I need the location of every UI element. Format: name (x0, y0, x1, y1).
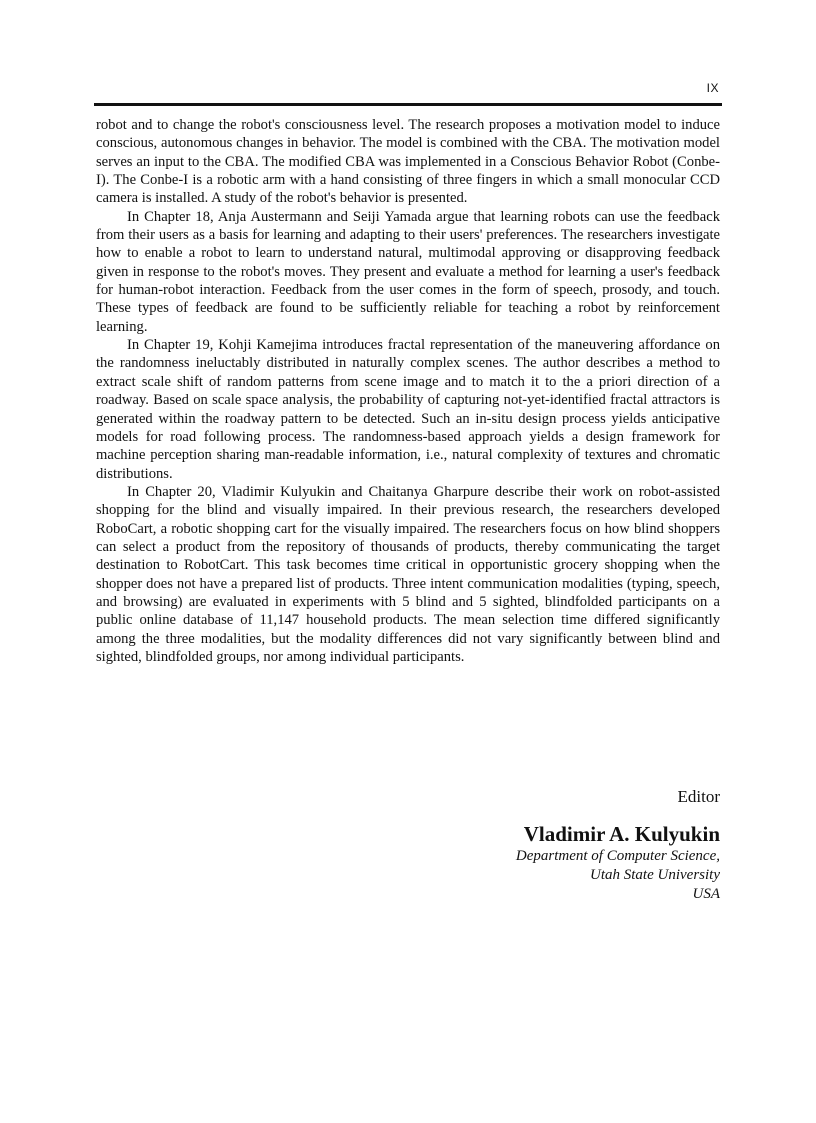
paragraph-chapter-18: In Chapter 18, Anja Austermann and Seiji Yamada argue that learning robots can use the feedback from their users as a basis for learning and adapting to their users' preferences. The researchers investigate how to enable a robot to learn to understand natural, multimodal approving or disapproving feedback given in response to the robot's moves. They present and evaluate a method for learning a user's feedback for human-robot interaction. Feedback from the user comes in the form of speech, prosody, and touch. These types of feedback are found to be sufficiently reliable for teaching a robot by reinforcement learning. (96, 208, 720, 335)
page-number: IX (706, 81, 719, 95)
paragraph-chapter-19: In Chapter 19, Kohji Kamejima introduces fractal representation of the maneuvering affordance on the randomness ineluctably distributed in naturally complex scenes. The author describes a method to extract scale shift of random patterns from scene image and to match it to the a priori direction of a roadway. Based on scale space analysis, the probability of capturing not-yet-identified fractal attractors is generated within the roadway pattern to be detected. Such an in-situ design process yields anticipative models for road following process. The randomness-based approach yields a design framework for machine perception sharing man-readable information, i.e., natural complexity of textures and chromatic distributions. (96, 337, 720, 482)
paragraph-chapter-20: In Chapter 20, Vladimir Kulyukin and Chaitanya Gharpure describe their work on robot-assisted shopping for the blind and visually impaired. In their previous research, the researchers developed RoboCart, a robotic shopping cart for the visually impaired. The researchers focus on how blind shoppers can select a product from the repository of thousands of products, thereby communicating the target destination to RobotCart. This task becomes time critical in opportunistic grocery shopping when the shopper does not have a prepared list of products. Three intent communication modalities (typing, speech, and browsing) are evaluated in experiments with 5 blind and 5 sighted, blindfolded participants on a public online database of 11,147 household products. The mean selection time differed significantly among the three modalities, but the modality differences did not vary significantly between blind and sighted, blindfolded groups, nor among individual participants. (96, 483, 720, 665)
editor-country: USA (692, 886, 720, 902)
editor-department: Department of Computer Science, (515, 848, 720, 864)
editor-university: Utah State University (590, 867, 720, 883)
editor-signature (516, 786, 720, 904)
paragraph-continued: robot and to change the robot's consciousness level. The research proposes a motivation model to induce conscious, autonomous changes in behavior. The model is combined with the CBA. The motivation model serves an input to the CBA. The modified CBA was implemented in a Conscious Behavior Robot (Conbe-I). The Conbe-I is a robotic arm with a hand consisting of three fingers in which a small monocular CCD camera is installed. A study of the robot's behavior is presented. (96, 117, 720, 207)
header-rule (94, 103, 722, 106)
editor-role-label: Editor (677, 787, 720, 806)
body-text (96, 116, 720, 666)
editor-name: Vladimir A. Kulyukin (523, 822, 720, 846)
